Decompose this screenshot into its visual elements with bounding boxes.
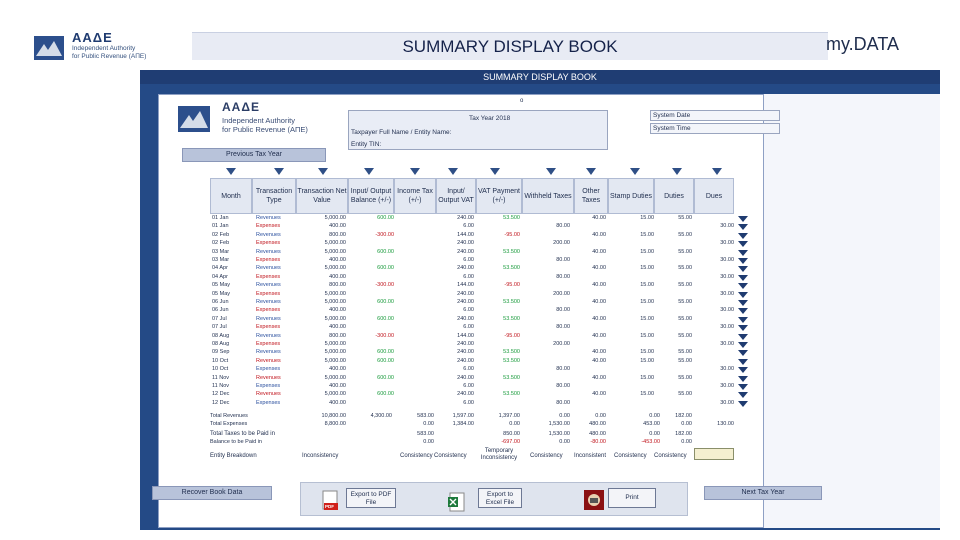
column-marker-icon <box>630 168 640 175</box>
transaction-type-cell: Revenues <box>256 315 281 322</box>
table-cell: 30.00 <box>720 290 734 297</box>
table-cell: -95.00 <box>504 332 520 339</box>
col-header-income-tax: Income Tax (+/-) <box>394 178 436 214</box>
system-date-field: System Date <box>650 110 780 121</box>
month-cell: 07 Jul <box>212 324 227 331</box>
total-cell: 480.00 <box>589 421 606 427</box>
sheet-right-panel <box>764 94 940 528</box>
month-cell: 12 Dec <box>212 399 230 406</box>
row-arrow-icon <box>738 292 748 299</box>
month-cell: 08 Aug <box>212 341 230 347</box>
row-arrow-icon <box>738 258 748 265</box>
total-cell: 0.00 <box>681 421 692 427</box>
table-cell: 15.00 <box>640 315 654 322</box>
balance-label: Balance to be Paid in <box>210 439 262 445</box>
table-cell: 53.500 <box>503 349 520 356</box>
transaction-type-cell: Expenses <box>256 399 281 406</box>
month-cell: 03 Mar <box>212 248 230 255</box>
month-cell: 02 Feb <box>212 231 230 238</box>
inconsistent-status: Inconsistent <box>574 453 607 459</box>
total-cell: 0.00 <box>559 413 570 419</box>
total-cell: 0.00 <box>649 413 660 419</box>
transaction-type-cell: Expenses <box>256 307 281 314</box>
table-cell: 53.500 <box>503 265 520 272</box>
total-cell: 453.00 <box>643 421 660 427</box>
table-cell: 40.00 <box>592 265 606 272</box>
row-arrow-icon <box>738 350 748 357</box>
row-arrow-icon <box>738 359 748 366</box>
consistency-status: Consistency <box>654 453 687 459</box>
table-cell: -300.00 <box>375 282 394 289</box>
table-cell: 5,000.00 <box>324 315 346 322</box>
transaction-type-cell: Revenues <box>256 299 281 305</box>
table-cell: 30.00 <box>720 341 734 347</box>
table-cell: 55.00 <box>678 315 692 322</box>
brand-name: my.DATA <box>826 34 899 54</box>
table-cell: 240.00 <box>457 341 474 347</box>
column-marker-icon <box>448 168 458 175</box>
table-cell: 5,000.00 <box>324 265 346 272</box>
month-cell: 12 Dec <box>212 391 230 398</box>
month-cell: 05 May <box>212 282 231 289</box>
total-cell: 0.00 <box>423 421 434 427</box>
aade-logo-icon <box>178 106 210 132</box>
table-cell: 40.00 <box>592 357 606 364</box>
dot-mark: o <box>520 98 524 104</box>
total-cell: 583.00 <box>417 413 434 419</box>
month-cell: 01 Jan <box>212 215 229 221</box>
table-cell: 15.00 <box>640 215 654 221</box>
table-cell: 30.00 <box>720 366 734 373</box>
pdf-file-icon[interactable] <box>322 490 340 510</box>
total-cell: 0.00 <box>595 413 606 419</box>
transaction-type-cell: Expenses <box>256 324 281 331</box>
total-expenses-label: Total Expenses <box>210 421 248 427</box>
month-cell: 11 Nov <box>212 374 230 381</box>
dues-status-box <box>694 448 734 460</box>
table-cell: 80.00 <box>556 324 570 331</box>
export-excel-button[interactable]: Export to Excel File <box>478 488 522 508</box>
row-arrow-icon <box>738 384 748 391</box>
table-cell: 600.00 <box>377 315 394 322</box>
table-cell: 400.00 <box>329 307 346 314</box>
column-marker-icon <box>318 168 328 175</box>
title-band <box>192 32 828 60</box>
table-cell: 30.00 <box>720 273 734 280</box>
table-cell: 6.00 <box>463 223 474 230</box>
transaction-type-cell: Expenses <box>256 257 281 263</box>
table-cell: 30.00 <box>720 383 734 389</box>
total-cell: 182.00 <box>675 413 692 419</box>
total-cell: 1,384.00 <box>452 421 474 427</box>
column-marker-icon <box>364 168 374 175</box>
table-cell: 5,000.00 <box>324 240 346 247</box>
row-arrow-icon <box>738 216 748 223</box>
total-cell: 0.00 <box>559 439 570 445</box>
col-header-duties: Duties <box>654 178 694 214</box>
table-cell: 200.00 <box>553 341 570 347</box>
table-cell: 15.00 <box>640 357 654 364</box>
aade-logo-icon <box>34 36 64 60</box>
row-arrow-icon <box>738 317 748 324</box>
table-cell: 5,000.00 <box>324 248 346 255</box>
table-cell: 240.00 <box>457 315 474 322</box>
table-cell: 600.00 <box>377 299 394 305</box>
row-arrow-icon <box>738 241 748 248</box>
table-cell: 80.00 <box>556 223 570 230</box>
month-cell: 07 Jul <box>212 315 227 322</box>
sheet-logo: ΑΑΔΕ Independent Authority for Public Revenue (ΑΠΕ) <box>178 100 318 136</box>
month-cell: 10 Oct <box>212 357 229 364</box>
month-cell: 08 Aug <box>212 332 230 339</box>
table-cell: 240.00 <box>457 248 474 255</box>
row-arrow-icon <box>738 392 748 399</box>
table-cell: 30.00 <box>720 324 734 331</box>
col-header-withheld: Withheld Taxes <box>522 178 574 214</box>
transaction-type-cell: Expenses <box>256 240 281 247</box>
table-cell: 600.00 <box>377 265 394 272</box>
col-header-month: Month <box>210 178 252 214</box>
table-cell: 6.00 <box>463 257 474 263</box>
table-cell: 40.00 <box>592 282 606 289</box>
transaction-type-cell: Revenues <box>256 357 281 364</box>
table-cell: 40.00 <box>592 391 606 398</box>
table-cell: 15.00 <box>640 248 654 255</box>
table-cell: 55.00 <box>678 332 692 339</box>
table-cell: 5,000.00 <box>324 349 346 356</box>
table-cell: 600.00 <box>377 349 394 356</box>
table-cell: 200.00 <box>553 240 570 247</box>
month-cell: 02 Feb <box>212 240 230 247</box>
row-arrow-icon <box>738 224 748 231</box>
total-cell: 1,530.00 <box>548 431 570 437</box>
table-cell: 240.00 <box>457 299 474 305</box>
total-cell: 182.00 <box>675 431 692 437</box>
table-cell: 600.00 <box>377 357 394 364</box>
month-cell: 04 Apr <box>212 265 228 272</box>
transaction-type-cell: Revenues <box>256 231 281 238</box>
table-cell: 144.00 <box>457 231 474 238</box>
table-cell: 240.00 <box>457 265 474 272</box>
row-arrow-icon <box>738 334 748 341</box>
next-tax-year-button[interactable]: Next Tax Year <box>704 486 822 500</box>
table-cell: 600.00 <box>377 248 394 255</box>
total-cell: 480.00 <box>589 431 606 437</box>
table-cell: 15.00 <box>640 374 654 381</box>
transaction-type-cell: Expenses <box>256 223 281 230</box>
month-cell: 11 Nov <box>212 383 230 389</box>
table-cell: 30.00 <box>720 307 734 314</box>
table-cell: 240.00 <box>457 290 474 297</box>
table-cell: 400.00 <box>329 273 346 280</box>
table-cell: -300.00 <box>375 231 394 238</box>
row-arrow-icon <box>738 308 748 315</box>
table-cell: 800.00 <box>329 282 346 289</box>
table-cell: 5,000.00 <box>324 374 346 381</box>
table-cell: 6.00 <box>463 399 474 406</box>
table-cell: -95.00 <box>504 282 520 289</box>
table-cell: 80.00 <box>556 399 570 406</box>
table-cell: 40.00 <box>592 374 606 381</box>
table-cell: 600.00 <box>377 374 394 381</box>
table-cell: 15.00 <box>640 282 654 289</box>
table-cell: 240.00 <box>457 357 474 364</box>
table-cell: 53.500 <box>503 299 520 305</box>
transaction-type-cell: Revenues <box>256 374 281 381</box>
table-cell: 400.00 <box>329 257 346 263</box>
taxpayer-name-label: Taxpayer Full Name / Entity Name: <box>351 129 452 136</box>
table-cell: 144.00 <box>457 332 474 339</box>
system-time-field: System Time <box>650 123 780 134</box>
transaction-type-cell: Revenues <box>256 265 281 272</box>
table-cell: 30.00 <box>720 240 734 247</box>
col-header-type: Transaction Type <box>252 178 296 214</box>
table-cell: 30.00 <box>720 399 734 406</box>
table-cell: 240.00 <box>457 240 474 247</box>
table-cell: 55.00 <box>678 215 692 221</box>
transaction-type-cell: Expenses <box>256 290 281 297</box>
transaction-type-cell: Expenses <box>256 273 281 280</box>
table-cell: 200.00 <box>553 290 570 297</box>
table-cell: 5,000.00 <box>324 215 346 221</box>
consistency-status: Consistency <box>400 453 433 459</box>
table-cell: 15.00 <box>640 391 654 398</box>
month-cell: 09 Sep <box>212 349 230 356</box>
table-cell: -300.00 <box>375 332 394 339</box>
entity-tin-label: Entity TIN: <box>351 141 382 148</box>
table-cell: 800.00 <box>329 332 346 339</box>
table-cell: 600.00 <box>377 215 394 221</box>
column-marker-icon <box>546 168 556 175</box>
total-cell: 1,397.00 <box>498 413 520 419</box>
col-header-other-taxes: Other Taxes <box>574 178 608 214</box>
total-cell: 4,300.00 <box>370 413 392 419</box>
col-header-dues: Dues <box>694 178 734 214</box>
page-title: SUMMARY DISPLAY BOOK <box>402 37 618 56</box>
table-cell: 400.00 <box>329 399 346 406</box>
total-taxes-label: Total Taxes to be Paid in <box>210 431 275 437</box>
table-cell: 53.500 <box>503 215 520 221</box>
table-cell: 400.00 <box>329 223 346 230</box>
sub-title-band: SUMMARY DISPLAY BOOK <box>140 70 940 84</box>
table-cell: 40.00 <box>592 299 606 305</box>
total-cell: 0.00 <box>509 421 520 427</box>
table-cell: 40.00 <box>592 248 606 255</box>
table-cell: 80.00 <box>556 273 570 280</box>
row-arrow-icon <box>738 401 748 408</box>
row-arrow-icon <box>738 367 748 374</box>
row-arrow-icon <box>738 376 748 383</box>
table-cell: 53.500 <box>503 391 520 398</box>
row-arrow-icon <box>738 300 748 307</box>
table-cell: 400.00 <box>329 383 346 389</box>
consistency-status: Consistency <box>434 453 467 459</box>
month-cell: 03 Mar <box>212 257 230 263</box>
total-cell: 0.00 <box>423 439 434 445</box>
total-cell: 583.00 <box>417 431 434 437</box>
table-cell: 55.00 <box>678 248 692 255</box>
table-cell: 55.00 <box>678 231 692 238</box>
table-cell: 80.00 <box>556 307 570 314</box>
table-cell: 80.00 <box>556 257 570 263</box>
table-cell: 144.00 <box>457 282 474 289</box>
total-revenues-label: Total Revenues <box>210 413 248 419</box>
recover-book-data-button[interactable]: Recover Book Data <box>152 486 272 500</box>
transaction-type-cell: Revenues <box>256 282 281 289</box>
column-marker-icon <box>712 168 722 175</box>
consistency-status: Consistency <box>530 453 563 459</box>
table-cell: 6.00 <box>463 383 474 389</box>
previous-tax-year-button[interactable]: Previous Tax Year <box>182 148 326 162</box>
transaction-type-cell: Revenues <box>256 391 281 398</box>
table-cell: 53.500 <box>503 248 520 255</box>
table-cell: 40.00 <box>592 332 606 339</box>
table-cell: 80.00 <box>556 366 570 373</box>
table-cell: 6.00 <box>463 307 474 314</box>
col-header-stamp: Stamp Duties <box>608 178 654 214</box>
table-cell: 55.00 <box>678 299 692 305</box>
table-cell: 55.00 <box>678 391 692 398</box>
col-header-balance: Input/ Output Balance (+/-) <box>348 178 394 214</box>
table-cell: 5,000.00 <box>324 341 346 347</box>
column-marker-icon <box>274 168 284 175</box>
column-marker-icon <box>490 168 500 175</box>
temporary-inconsistency-status: Temporary Inconsistency <box>480 448 518 461</box>
table-cell: 15.00 <box>640 299 654 305</box>
table-cell: 15.00 <box>640 349 654 356</box>
excel-file-icon[interactable] <box>448 492 466 512</box>
transaction-type-cell: Revenues <box>256 215 281 221</box>
table-cell: 240.00 <box>457 391 474 398</box>
print-button[interactable]: Print <box>608 488 656 508</box>
table-cell: 5,000.00 <box>324 357 346 364</box>
month-cell: 06 Jun <box>212 307 229 314</box>
entity-breakdown-label: Entity Breakdown <box>210 453 257 459</box>
table-cell: 53.500 <box>503 315 520 322</box>
consistency-status: Consistency <box>614 453 647 459</box>
table-cell: 30.00 <box>720 223 734 230</box>
pdf-tag: PDF <box>325 504 334 509</box>
table-cell: 40.00 <box>592 215 606 221</box>
transaction-type-cell: Revenues <box>256 332 281 339</box>
month-cell: 04 Apr <box>212 273 228 280</box>
table-cell: 40.00 <box>592 315 606 322</box>
row-arrow-icon <box>738 275 748 282</box>
col-header-vat-payment: VAT Payment (+/-) <box>476 178 522 214</box>
logo-top: ΑΑΔΕ Independent Authority for Public Revenue (ΑΠΕ) <box>34 30 154 64</box>
table-cell: 55.00 <box>678 349 692 356</box>
export-pdf-button[interactable]: Export to PDF File <box>346 488 396 508</box>
transaction-type-cell: Expenses <box>256 366 281 373</box>
total-cell: 10,800.00 <box>321 413 346 419</box>
total-cell: 8,800.00 <box>324 421 346 427</box>
table-cell: 15.00 <box>640 265 654 272</box>
table-cell: 15.00 <box>640 231 654 238</box>
table-cell: 240.00 <box>457 349 474 356</box>
table-cell: 600.00 <box>377 391 394 398</box>
table-cell: 400.00 <box>329 366 346 373</box>
total-cell: 0.00 <box>649 431 660 437</box>
row-arrow-icon <box>738 325 748 332</box>
row-arrow-icon <box>738 266 748 273</box>
month-cell: 05 May <box>212 290 231 297</box>
table-cell: 80.00 <box>556 383 570 389</box>
tax-year-label: Tax Year 2018 <box>469 115 511 122</box>
table-cell: 6.00 <box>463 366 474 373</box>
row-arrow-icon <box>738 250 748 257</box>
total-cell: 850.00 <box>503 431 520 437</box>
month-cell: 01 Jan <box>212 223 229 230</box>
table-cell: 40.00 <box>592 231 606 238</box>
table-cell: 55.00 <box>678 282 692 289</box>
total-cell: 1,530.00 <box>548 421 570 427</box>
transaction-type-cell: Expenses <box>256 383 281 389</box>
col-header-net-value: Transaction Net Value <box>296 178 348 214</box>
column-marker-icon <box>586 168 596 175</box>
total-cell: 130.00 <box>717 421 734 427</box>
row-arrow-icon <box>738 342 748 349</box>
row-arrow-icon <box>738 233 748 240</box>
table-cell: 15.00 <box>640 332 654 339</box>
table-cell: 30.00 <box>720 257 734 263</box>
row-arrow-icon <box>738 283 748 290</box>
table-cell: 800.00 <box>329 231 346 238</box>
month-cell: 10 Oct <box>212 366 229 373</box>
transaction-type-cell: Revenues <box>256 349 281 356</box>
table-cell: 40.00 <box>592 349 606 356</box>
taxpayer-info-box <box>348 110 608 150</box>
col-header-io-vat: Input/ Output VAT <box>436 178 476 214</box>
table-cell: -95.00 <box>504 231 520 238</box>
table-cell: 53.500 <box>503 374 520 381</box>
table-cell: 400.00 <box>329 324 346 331</box>
total-cell: -697.00 <box>501 439 520 445</box>
table-cell: 5,000.00 <box>324 290 346 297</box>
table-cell: 240.00 <box>457 374 474 381</box>
total-cell: -80.00 <box>590 439 606 445</box>
total-cell: -453.00 <box>641 439 660 445</box>
transaction-type-cell: Expenses <box>256 341 281 347</box>
table-cell: 55.00 <box>678 265 692 272</box>
total-cell: 0.00 <box>681 439 692 445</box>
table-cell: 5,000.00 <box>324 391 346 398</box>
table-cell: 6.00 <box>463 273 474 280</box>
table-cell: 53.500 <box>503 357 520 364</box>
table-cell: 6.00 <box>463 324 474 331</box>
transaction-type-cell: Revenues <box>256 248 281 255</box>
column-marker-icon <box>672 168 682 175</box>
month-cell: 06 Jun <box>212 299 229 305</box>
table-cell: 5,000.00 <box>324 299 346 305</box>
table-cell: 55.00 <box>678 357 692 364</box>
inconsistency-status: Inconsistency <box>302 453 339 459</box>
table-cell: 240.00 <box>457 215 474 221</box>
column-marker-icon <box>226 168 236 175</box>
table-cell: 55.00 <box>678 374 692 381</box>
total-cell: 1,597.00 <box>452 413 474 419</box>
column-marker-icon <box>410 168 420 175</box>
print-icon[interactable] <box>584 490 602 510</box>
